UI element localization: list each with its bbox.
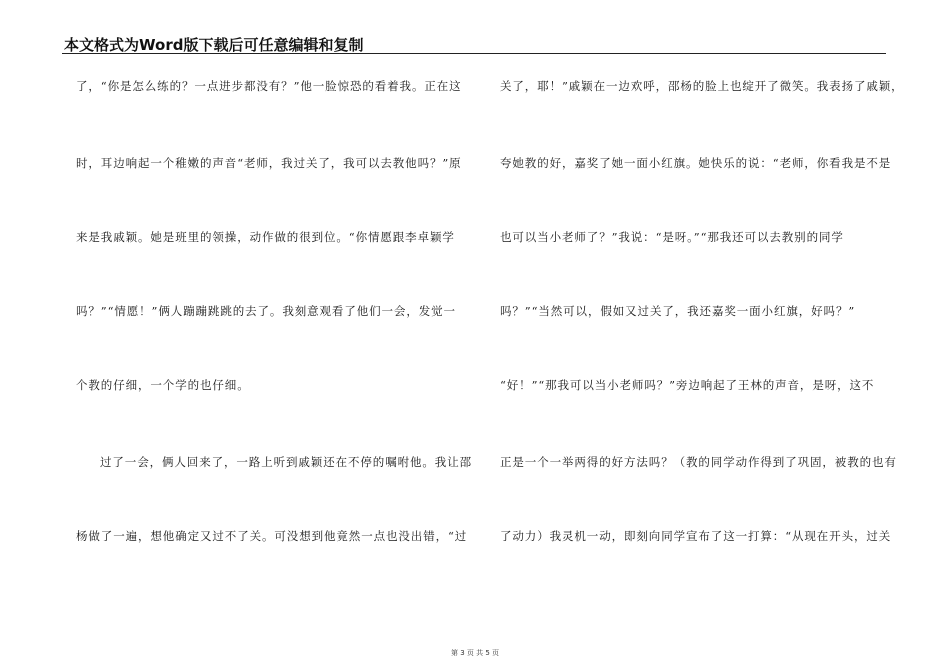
- text-line: 个教的仔细，一个学的也仔细。: [76, 378, 250, 392]
- page-number-footer: 第 3 页 共 5 页: [450, 649, 500, 657]
- left-text-column: [76, 0, 472, 600]
- text-line: 时，耳边响起一个稚嫩的声音“老师，我过关了，我可以去教他吗？”原: [76, 156, 462, 170]
- text-line: 了，“你是怎么练的？一点进步都没有？”他一脸惊恐的看着我。正在这: [76, 79, 462, 93]
- text-line-indented: 过了一会，俩人回来了，一路上听到戚颖还在不停的嘱咐他。我让邵: [100, 455, 472, 469]
- text-line: 正是一个一举两得的好方法吗？（教的同学动作得到了巩固，被教的也有: [500, 455, 897, 469]
- text-line: 关了，耶！”戚颖在一边欢呼，邵杨的脸上也绽开了微笑。我表扬了戚颖，: [500, 79, 904, 93]
- text-line: 也可以当小老师了？”我说：“是呀。”“那我还可以去教别的同学: [500, 230, 844, 244]
- text-line: 吗？”“情愿！”俩人蹦蹦跳跳的去了。我刻意观看了他们一会，发觉一: [76, 304, 456, 318]
- text-line: 了动力）我灵机一动，即刻向同学宣布了这一打算：“从现在开头，过关: [500, 529, 892, 543]
- text-line: 来是我戚颖。她是班里的领操，动作做的很到位。“你情愿跟李卓颖学: [76, 230, 455, 244]
- document-header-title: 本文格式为Word版下载后可任意编辑和复制: [64, 36, 364, 54]
- text-line: 夸她教的好，嘉奖了她一面小红旗。她快乐的说：“老师，你看我是不是: [500, 156, 892, 170]
- text-line: “好！”“那我可以当小老师吗？”旁边响起了王林的声音，是呀，这不: [500, 378, 875, 392]
- text-line: 杨做了一遍，想他确定又过不了关。可没想到他竟然一点也没出错，“过: [76, 529, 468, 543]
- right-text-column: [500, 0, 904, 600]
- text-line: 吗？”“当然可以，假如又过关了，我还嘉奖一面小红旗，好吗？”: [500, 304, 856, 318]
